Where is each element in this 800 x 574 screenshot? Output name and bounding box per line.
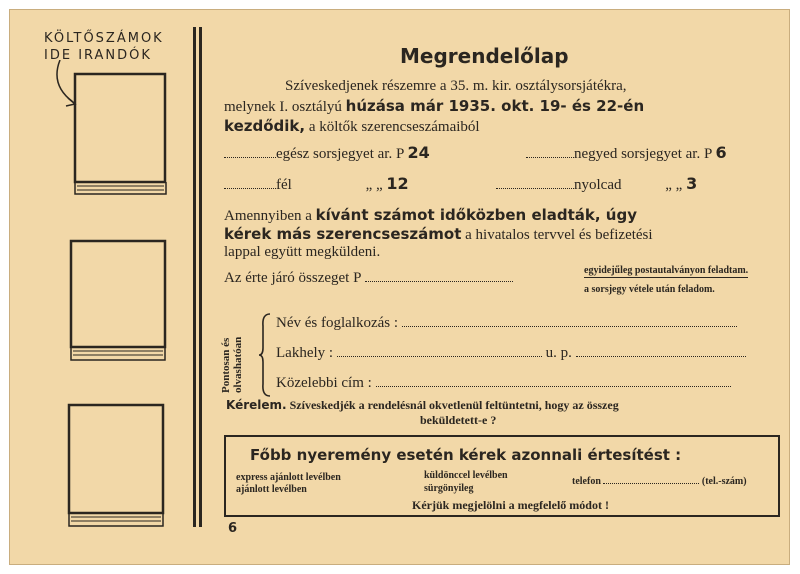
address-field[interactable] [376,386,731,387]
vertical-label-line1: Pontosan és [220,337,232,393]
notification-box [224,435,780,517]
whole-quantity-field[interactable] [224,157,276,158]
order-half-row [224,174,409,195]
phone-suffix: (tel.-szám) [701,476,747,487]
left-header-line1: KÖLTŐSZÁMOK [44,31,164,46]
request-line-1 [226,398,619,413]
address-row [276,373,731,393]
notice-line-1 [224,205,637,226]
quarter-price: 6 [715,143,727,162]
intro-line-1: Szíveskedjenek részemre a 35. m. kir. osztálysorsjátékra, [285,78,627,94]
half-ditto: „ „ [365,177,383,193]
intro-line-2-text: melynek I. osztályú [224,99,346,115]
post-field[interactable] [576,356,746,357]
order-eighth-row [496,174,697,195]
phone-label: telefon [572,476,601,487]
whole-label: egész sorsjegyet ar. P [276,146,404,162]
page-number: 6 [228,521,238,536]
residence-field[interactable] [337,356,542,357]
order-whole-row [224,143,430,164]
option-registered[interactable]: ajánlott levélben [236,484,307,495]
divider-line-1 [193,27,196,527]
order-quarter-row [526,143,727,164]
notice-bold-1: kívánt számot időközben eladták, úgy [315,206,637,224]
divider-line-2 [199,27,202,527]
quarter-quantity-field[interactable] [526,157,574,158]
vertical-label [220,315,244,393]
payment-label: Az érte járó összeget P [224,270,361,286]
residence-label: Lakhely : [276,345,334,361]
phone-field[interactable] [603,483,699,484]
notice-line-3: lappal együtt megküldeni. [224,244,381,260]
intro-line-2 [224,96,644,117]
name-label: Név és foglalkozás : [276,315,399,331]
phone-row [572,476,747,488]
half-quantity-field[interactable] [224,188,276,189]
brace-icon [258,312,272,398]
address-label: Közelebbi cím : [276,375,372,391]
notification-footer: Kérjük megjelölni a megfelelő módot ! [412,498,609,512]
notice-text-2: a hivatalos tervvel és befizetési [461,227,653,243]
payment-row [224,268,513,288]
name-row [276,313,737,333]
draw-date-text: húzása már 1935. okt. 19- és 22-én [345,97,645,115]
half-price: 12 [386,174,409,193]
request-line-2: beküldetett-e ? [420,413,497,427]
payment-amount-field[interactable] [365,281,513,282]
left-header-line2: IDE IRANDÓK [44,48,152,63]
lottery-number-book-3-icon[interactable] [66,402,166,532]
eighth-label: nyolcad [574,177,622,193]
payment-option-sent[interactable]: egyidejűleg postautalványon feladtam. [584,265,749,276]
eighth-price: 3 [686,174,698,193]
option-telegram[interactable]: sürgönyileg [424,483,474,494]
half-label: fél [276,177,292,193]
quarter-label: negyed sorsjegyet ar. P [574,146,712,162]
notice-bold-2: kérek más szerencseszámot [224,225,462,243]
option-courier[interactable]: küldönccel levélben [424,470,508,481]
form-title: Megrendelőlap [400,44,569,68]
payment-option-later[interactable]: a sorsjegy vétele után feladom. [584,284,715,295]
starts-text: kezdődik, [224,117,306,135]
vertical-label-line2: olvashatóan [232,336,244,393]
intro-line-3-text: a költők szerencseszámaiból [305,119,480,135]
request-text: Szíveskedjék a rendelésnál okvetlenül feltüntetni, hogy az összeg [286,398,619,412]
left-header [44,30,164,64]
residence-row [276,343,746,363]
lottery-number-book-1-icon[interactable] [48,60,173,200]
option-express[interactable]: express ajánlott levélben [236,472,341,483]
notice-text-1: Amennyiben a [224,208,316,224]
eighth-quantity-field[interactable] [496,188,574,189]
intro-line-3 [224,116,480,137]
notification-title: Főbb nyeremény esetén kérek azonnali értesítést : [250,446,682,464]
request-label: Kérelem. [226,398,287,412]
lottery-number-book-2-icon[interactable] [68,238,168,366]
name-field[interactable] [402,326,737,327]
eighth-ditto: „ „ [665,177,683,193]
post-label: u. p. [545,345,572,361]
whole-price: 24 [407,143,430,162]
